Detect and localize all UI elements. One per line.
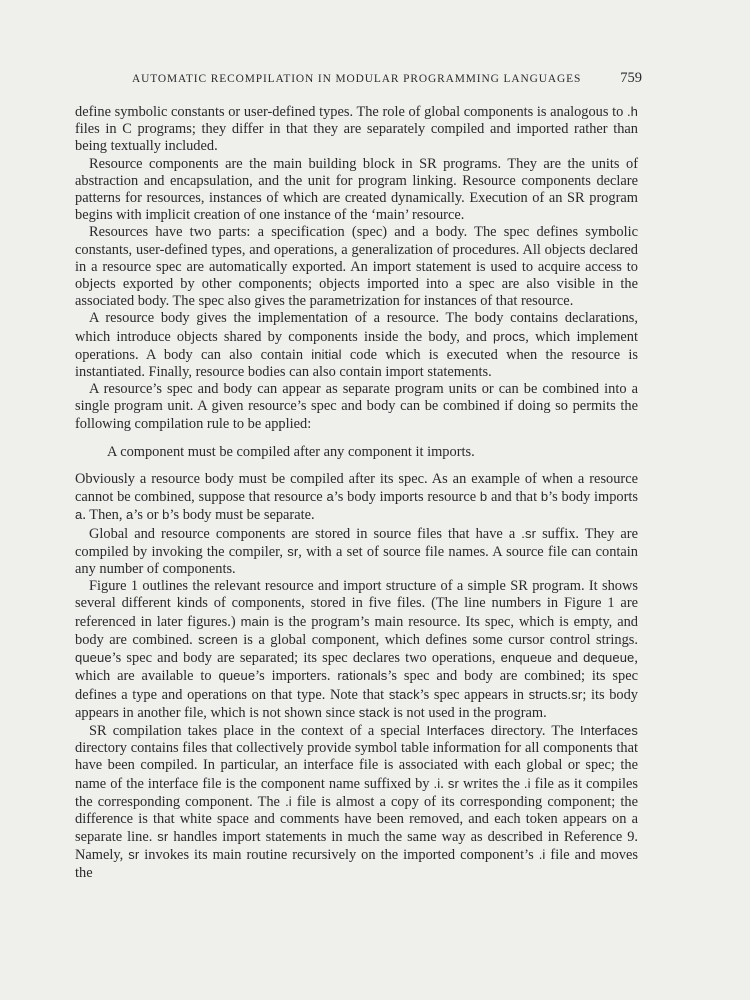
paragraph-8 [75,578,638,722]
page-number: 759 [620,70,642,86]
text-run: ’s body imports resource [333,489,480,506]
text-run: , with a set of source file names. A source file can contain any number of components. [75,543,638,578]
code-identifier: b [540,489,549,505]
code-identifier: sr [447,775,459,791]
paragraph-7 [75,525,638,579]
code-identifier: b [479,489,488,505]
text-run: Global and resource components are stored in source files that have a [89,525,522,542]
text-run: SR compilation takes place in the context of a special [89,722,427,739]
code-identifier: b [162,507,170,523]
compilation-rule: A component must be compiled after any component it imports. [107,443,475,460]
text-run: A resource body gives the implementation of a resource. The body contains declarations, which introduce objects shared by components inside the body, and [75,310,638,345]
code-identifier: structs.sr [528,686,583,702]
text-run: is a global component, which defines some cursor control strings. [237,631,638,648]
code-identifier: Interfaces [579,722,638,738]
code-identifier: sr [128,847,140,863]
code-identifier: a [126,507,134,523]
text-run: file is almost a copy of its corresponding component; the difference is that white space and comments have been removed, and each token appears on a separate line. [75,793,638,846]
running-head: AUTOMATIC RECOMPILATION IN MODULAR PROGRAMMING LANGUAGES [132,73,582,85]
text-run: . Then, [82,507,127,524]
text-run: define symbolic constants or user-defined types. The role of global components is analogous to [75,104,627,120]
paragraph-3 [75,224,638,310]
text-run: and [551,650,584,667]
code-identifier: queue [75,650,112,666]
paragraph-6 [75,471,638,525]
text-run: Resource components are the main building block in SR programs. They are the units of abstraction and encapsulation, and the unit for program linking. Resource components declare patterns for resources, instances of which are created dynamically. Execution of an SR program begins with implicit creation of one instance of the ‘main’ resource. [75,155,638,224]
body-text [75,103,638,882]
paragraph-1 [75,103,638,156]
code-identifier: sr [287,543,299,559]
code-identifier: .sr [521,525,537,541]
text-run: files in C programs; they differ in that they are separately compiled and imported rather than being textually included. [75,121,638,155]
text-run: Figure 1 outlines the relevant resource and import structure of a simple SR program. It shows several different kinds of components, stored in five files. (The line numbers in Figure 1 are referenced in later figures.) [75,578,638,630]
code-identifier: enqueue [500,650,552,666]
text-run: is the program’s main resource. Its spec, which is empty, and body are combined. [75,613,638,648]
text-run: , which implement operations. A body can also contain [75,328,639,363]
text-run: directory contains files that collectively provide symbol table information for all components that have been compiled. In particular, an interface file is associated with each global or spec; the name of the interface file is the component name suffixed by [75,740,638,792]
text-run: . [440,775,448,792]
code-identifier: a [75,507,83,523]
code-identifier: a [326,489,334,505]
page-header [132,70,642,92]
text-run: ’s or [133,507,163,524]
code-identifier: .h [626,104,638,119]
text-run: file and moves the [75,847,638,881]
code-identifier: rationals [337,668,388,684]
text-run: ’s importers. [255,668,338,685]
text-run: directory. The [484,722,580,739]
code-identifier: initial [311,346,342,362]
text-run: suffix. They are compiled by invoking the compiler, [75,525,638,560]
code-identifier: dequeue [583,650,635,666]
code-identifier: screen [198,631,238,647]
code-identifier: queue [218,668,256,684]
code-identifier: main [240,613,270,629]
text-run: ’s body imports [548,489,638,506]
text-run: file as it compiles the corresponding component. The [75,775,638,810]
paragraph-4 [75,310,638,381]
code-identifier: stack [388,686,420,702]
code-identifier: stack [358,704,390,720]
text-run: ’s spec and body are combined; its spec defines a type and operations on that type. Note that [75,668,639,703]
text-run: code which is executed when the resource is instantiated. Finally, resource bodies can also contain import statements. [75,346,638,381]
text-run: ’s spec appears in [419,686,529,703]
text-run: writes the [458,775,524,792]
code-identifier: .i [285,793,292,809]
text-run: and that [487,489,541,506]
paragraph-9 [75,722,638,882]
paragraph-5 [75,381,638,433]
code-identifier: Interfaces [426,722,485,738]
text-run: ’s spec and body are separated; its spec declares two operations, [111,650,501,667]
text-run: is not used in the program. [389,704,547,721]
code-identifier: procs [492,328,526,344]
text-run: , which are available to [75,650,638,685]
code-identifier: .i [523,775,531,791]
code-identifier: .i [433,775,441,791]
paragraph-2 [75,156,638,225]
text-run: ’s body must be separate. [169,507,315,524]
text-run: A resource’s spec and body can appear as separate program units or can be combined into a single program unit. A given resource’s spec and body can be combined if doing so permits the following compilation rule to be applied: [75,381,638,432]
text-run: Resources have two parts: a specification (spec) and a body. The spec defines symbolic constants, user-defined types, and operations, a generalization of procedures. All objects declared in a resource spec are automatically exported. An import statement is used to acquire access to objects exported by other components; objects imported into a spec are also visible in the associated body. The spec also gives the parametrization for instances of that resource. [75,224,638,310]
text-run: handles import statements in much the same way as described in Reference 9. Namely, [75,829,638,864]
text-run: ; its body appears in another file, which is not shown since [75,686,638,721]
code-identifier: sr [157,829,169,845]
code-identifier: .i [538,847,546,863]
text-run: invokes its main routine recursively on the imported component’s [139,847,539,864]
text-run: Obviously a resource body must be compiled after its spec. As an example of when a resource cannot be combined, suppose that resource [75,471,638,506]
